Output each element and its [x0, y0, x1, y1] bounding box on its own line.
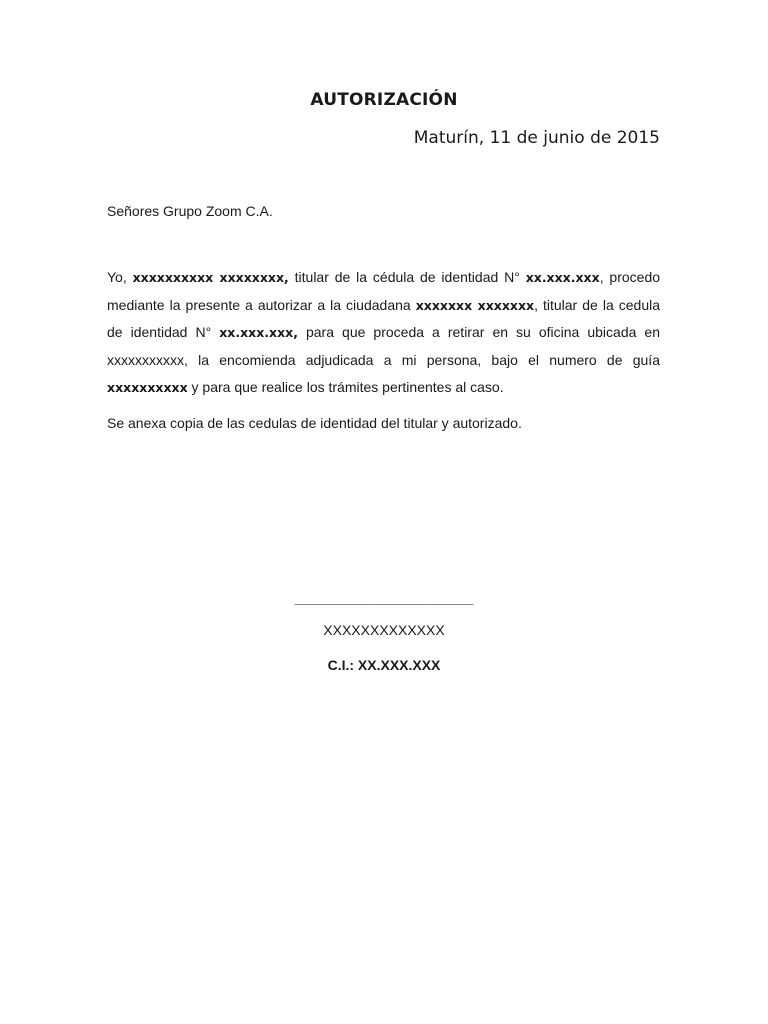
date-line: Maturín, 11 de junio de 2015	[413, 128, 660, 148]
body-text-segment: y para que realice los trámites pertinentes al caso.	[187, 379, 504, 395]
body-text-segment: para que proceda a retirar en su oficina ubicada en xxxxxxxxxxx, la encomienda adjudicada a mi persona, bajo el numero de guía	[107, 324, 661, 368]
signature-name: XXXXXXXXXXXXX	[323, 622, 445, 638]
recipient-line: Señores Grupo Zoom C.A.	[107, 203, 273, 219]
authorized-id: xx.xxx.xxx,	[219, 325, 298, 340]
annex-note: Se anexa copia de las cedulas de identidad del titular y autorizado.	[107, 415, 522, 431]
body-text-segment: , titular de la cedula de identidad N°	[107, 296, 661, 340]
body-text-intro: Yo,	[107, 269, 133, 285]
document-title: AUTORIZACIÓN	[310, 90, 458, 110]
signature-id: C.I.: XX.XXX.XXX	[327, 657, 441, 673]
authorized-name: xxxxxxx xxxxxxx	[415, 297, 535, 313]
holder-id: xx.xxx.xxx	[525, 270, 600, 285]
signature-line: _______________________	[294, 590, 474, 606]
holder-name: xxxxxxxxxx xxxxxxxx,	[132, 270, 289, 285]
body-text-segment: , procedo mediante la presente a autorizar a la ciudadana	[107, 269, 661, 313]
guide-number: xxxxxxxxxx	[107, 380, 188, 395]
body-paragraph	[107, 264, 660, 402]
body-text-segment: titular de la cédula de identidad N°	[288, 269, 526, 285]
